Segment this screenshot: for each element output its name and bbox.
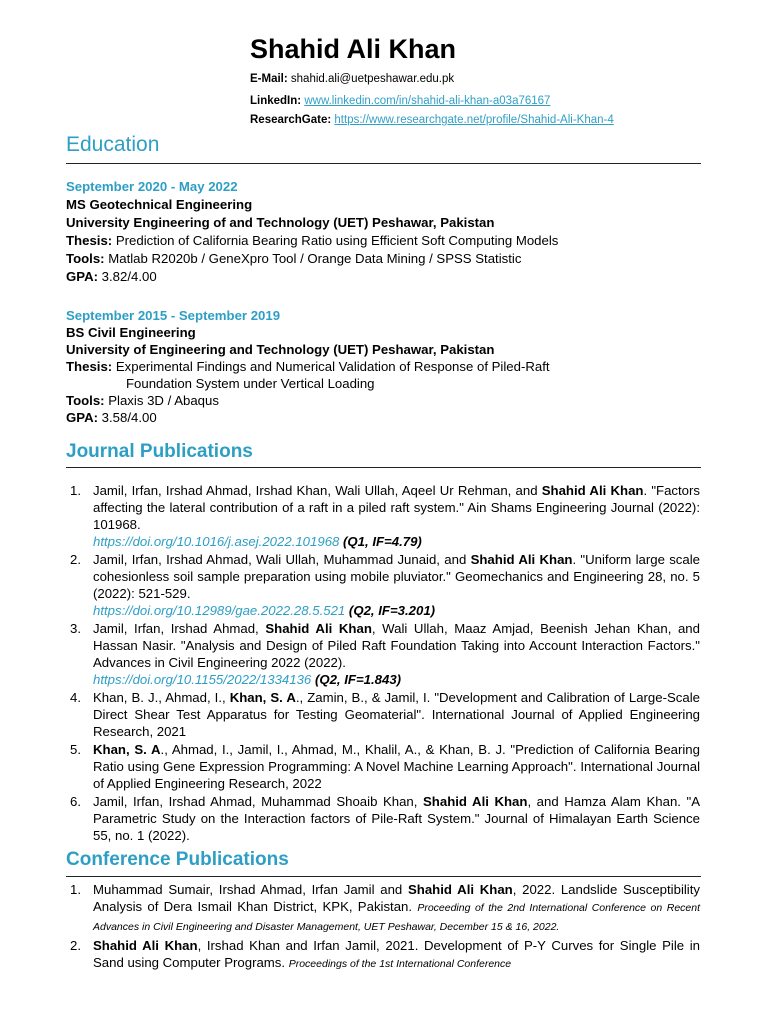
email-label: E-Mail: [250, 73, 288, 85]
doi-link[interactable]: https://doi.org/10.1155/2022/1334136 [93, 672, 312, 687]
education-heading: Education [66, 133, 160, 156]
journal-divider [66, 467, 701, 468]
email-value[interactable]: shahid.ali@uetpeshawar.edu.pk [290, 73, 455, 85]
edu-degree: MS Geotechnical Engineering [66, 197, 253, 212]
researchgate-label: ResearchGate: [250, 114, 332, 126]
journal-item: 3. Jamil, Irfan, Irshad Ahmad, Shahid Ali Khan, Wali Ullah, Maaz Amjad, Beenish Jehan Khan, and Hassan Nasir. "Analysis and Design of Piled Raft Foundation Taking into Account Interaction Factors." Advances in Civil Engineering 2022 (2022). https://doi.org/10.1155/2022/1334136 (Q2, IF=1.843) [70, 621, 700, 687]
edu-thesis: Thesis: Prediction of California Bearing Ratio using Efficient Soft Computing Models [66, 233, 559, 248]
edu-date: September 2020 - May 2022 [66, 179, 238, 194]
linkedin-line [250, 95, 550, 107]
conference-list [66, 881, 700, 974]
edu-university: University Engineering of and Technology (UET) Peshawar, Pakistan [66, 215, 495, 230]
edu-tools: Tools: Matlab R2020b / GeneXpro Tool / Orange Data Mining / SPSS Statistic [66, 251, 522, 266]
doi-link[interactable]: https://doi.org/10.12989/gae.2022.28.5.521 [93, 603, 346, 618]
journal-item: 1. Jamil, Irfan, Irshad Ahmad, Irshad Khan, Wali Ullah, Aqeel Ur Rehman, and Shahid Ali Khan. "Factors affecting the lateral contribution of a raft in a piled raft system." Ain Shams Engineering Journal (2022): 101968. https://doi.org/10.1016/j.asej.2022.101968 (Q1, IF=4.79) [70, 483, 700, 549]
doi-link[interactable]: https://doi.org/10.1016/j.asej.2022.101968 [93, 534, 340, 549]
education-entry-ms [66, 178, 706, 286]
linkedin-label: LinkedIn: [250, 95, 302, 107]
conference-item: 1. Muhammad Sumair, Irshad Ahmad, Irfan Jamil and Shahid Ali Khan, 2022. Landslide Susceptibility Analysis of Dera Ismail Khan District, KPK, Pakistan. Proceeding of the 2nd International Conference on Recent Advances in Civil Engineering and Disaster Management, UET Peshawar, December 15 & 16, 2022. [70, 882, 701, 933]
email-line [250, 73, 454, 85]
journal-item: 5. Khan, S. A., Ahmad, I., Jamil, I., Ahmad, M., Khalil, A., & Khan, B. J. "Prediction of California Bearing Ratio using Gene Expression Programming: A Novel Machine Learning Approach". International Journal of Applied Engineering Research, 2022 [70, 742, 700, 791]
researchgate-line [250, 114, 614, 126]
edu-university: University of Engineering and Technology (UET) Peshawar, Pakistan [66, 342, 495, 357]
edu-thesis-cont: Foundation System under Vertical Loading [126, 376, 375, 391]
edu-tools: Tools: Plaxis 3D / Abaqus [66, 393, 219, 408]
edu-degree: BS Civil Engineering [66, 325, 196, 340]
edu-thesis: Thesis: Experimental Findings and Numerical Validation of Response of Piled-Raft [66, 359, 550, 374]
candidate-name: Shahid Ali Khan [250, 34, 457, 64]
journal-item: 6. Jamil, Irfan, Irshad Ahmad, Muhammad Shoaib Khan, Shahid Ali Khan, and Hamza Alam Khan. "A Parametric Study on the Interaction factors of Pile-Raft System." Journal of Himalayan Earth Science 55, no. 1 (2022). [70, 794, 700, 843]
journal-list [66, 482, 700, 845]
conference-item: 2. Shahid Ali Khan, Irshad Khan and Irfan Jamil, 2021. Development of P-Y Curves for Single Pile in Sand using Computer Programs. Proceedings of the 1st International Conference [70, 938, 700, 970]
researchgate-link[interactable]: https://www.researchgate.net/profile/Shahid-Ali-Khan-4 [334, 114, 614, 126]
conference-divider [66, 876, 701, 877]
edu-gpa: GPA: 3.82/4.00 [66, 269, 157, 284]
journal-item: 2. Jamil, Irfan, Irshad Ahmad, Wali Ullah, Muhammad Junaid, and Shahid Ali Khan. "Uniform large scale cohesionless soil sample preparation using mobile pluviator." Geomechanics and Engineering 28, no. 5 (2022): 521-529. https://doi.org/10.12989/gae.2022.28.5.521 (Q2, IF=3.201) [70, 552, 700, 618]
education-entry-bs [66, 307, 706, 426]
conference-heading: Conference Publications [66, 849, 289, 870]
journal-heading: Journal Publications [66, 441, 253, 462]
journal-item: 4. Khan, B. J., Ahmad, I., Khan, S. A., Zamin, B., & Jamil, I. "Development and Calibration of Large-Scale Direct Shear Test Apparatus for Testing Geomaterial". International Journal of Applied Engineering Research, 2021 [70, 690, 700, 739]
edu-gpa: GPA: 3.58/4.00 [66, 410, 157, 425]
edu-date: September 2015 - September 2019 [66, 308, 281, 323]
linkedin-link[interactable]: www.linkedin.com/in/shahid-ali-khan-a03a76167 [304, 95, 551, 107]
education-divider [66, 163, 701, 164]
